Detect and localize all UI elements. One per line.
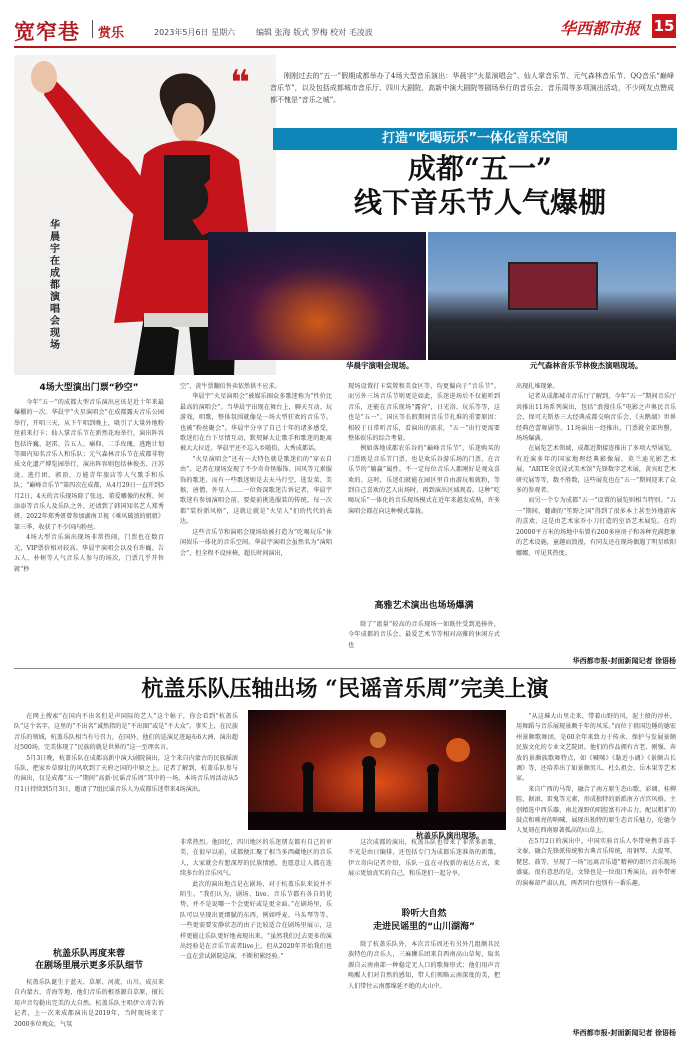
- b2-text: [180, 838, 332, 1040]
- concert-photo-2: [428, 232, 676, 360]
- b1-para: 在网上搜索“在国内不出名但是声国际的艺人”这个帖子，你会看到“杭盖乐队”这个名字。这里的“不出名”诚然指的是“不出圈”或是“不大众”。事实上，在民族音乐的领域，杭盖乐队相当有号召力，在国外，他们的巡演足迹遍布6大洲，演出超过500场，完美体现了“民族的就是世界的”这一至理名言。: [14, 713, 238, 752]
- b3-text-2: [348, 940, 500, 1040]
- b4-byline: 华西都市报-封面新闻记者 徐语杨: [572, 1029, 676, 1037]
- page-number: 15: [652, 14, 676, 38]
- col4-para: 出现扎堆现象。: [516, 383, 559, 390]
- col4-para: 在展览艺术领域，成都近期接连推出了多项大型展览，有近演多年的国家地理经典影像展、莫兰迪光影艺术展、“ARTE全沉浸式美术馆”先锋数字艺术展，黄宾虹艺术研究展等等，数不胜数，这些展览也在“五一”期间迎来了众多的参观者。: [516, 445, 676, 495]
- col4-para: 而另一个专为成都“五一”设置的展览则相当特别。“五一”期间，麓湖的“笙野之国”得到了很多本土甚至外地游客的喜欢，这是由艺术家乔小刀打造的室语艺术展览。在约20000平方米的场地中布置有260多座房子和各种充满想象的艺术设施，童趣而浪漫，有同友还在现场偶遇了明星欧阳娜娜，可见其热度。: [516, 497, 676, 557]
- singer-photo-label: 华晨宇在成都演唱会现场: [50, 220, 60, 351]
- b1-para: 杭盖乐队诞生于蓝天、草原、河流、山川，成员来自内蒙古、青海等地，他们音乐的根基源自草原，擅长用声音勾勒出完美的大自然。杭盖乐队主唱伊立奇告诉记者，上一次来成都演出是2019年，当时现场来了2000多位观众，气氛: [14, 979, 164, 1028]
- quote-icon: ❝: [230, 63, 250, 103]
- col3-para: 例如落地成都农乐谷的“巅峰音乐节”，乐迷购买的门票既是音乐节门票，也是欢乐谷游乐场的门票，在音乐节的“躺赢”属性，不一定每位音乐人都刚好是观众喜欢的。这时，乐迷们就能在园区里自由游玩和就粉，等到自己喜欢的艺人出场时，再到演出区域观看。这种“吃喝玩乐”一体化的音乐现场模式在近年来越发成熟，许多演唱会都在向这种模式靠拢。: [348, 445, 500, 515]
- col3-text-2: [348, 620, 500, 665]
- b1-para: 5月3日晚，杭盖乐队在成都高新中演大剧院演出，这个来自内蒙古的民族摇滚乐队，把家乡草原壮的风吹到了天府之国的中原之上。记者了解到，杭盖乐队参与的演出，仅是成都“五一”期间“高新·民谣音乐周”其中的一场，本场音乐周活动从5月1日持续到5月3日，邀请了7组民谣音乐人为成都乐迷带来4场演出。: [14, 754, 238, 793]
- col3-para: 现场设置打卡装置和美食区等，均更偏向于“音乐节”。而另外三场音乐节则更是如此，乐迷进场后不仅能听到音乐，还能在音乐现场“露营”，日光浴、玩乐等等，这也是“五一”，国庆等长假期间音乐节扎堆的重要原因：相较于日常听音乐，看演出的需求，“五一”出行更需要整体娱乐的综合考量。: [348, 383, 500, 443]
- col3-para: 除了“流量”较高的音乐现场一如既往受到追捧外，今年成都的音乐会、最爱艺术节等相对高雅的休闲方式也: [348, 621, 500, 649]
- headline-line-2: 线下音乐节人气爆棚: [353, 186, 606, 219]
- band-photo-caption: 杭盖乐队演出现场。: [416, 831, 484, 840]
- stage-lights: [208, 232, 426, 292]
- stage-screen: [508, 262, 598, 310]
- editor-credits: 编辑 张海 版式 罗梅 校对 毛凌波: [256, 28, 373, 37]
- band-photo: [248, 710, 506, 830]
- col2-para: 华晨宇“火星演唱会”被媒乐圈众多歌迷称为“性价比最高的演唱会”。当华晨宇出现在舞台上，聊天互动、玩游戏，唱歌，整体氛围就像是一场大型狂欢的音乐节。也被“粉丝聚会”。华晨宇分享了自己十年的诸多感受，歌迷们在台下尽情互动，默契鲜大让歌手和歌迷的距离被大大拉近。华晨宇还不忘入乡随俗，大秀成都话。: [180, 393, 332, 453]
- b1-text-2: [14, 978, 164, 1040]
- section-divider-rule: [14, 668, 676, 669]
- section-subtitle: 赏乐: [98, 26, 125, 41]
- b3-subheading-text: 聆听大自然 走进民谣里的“山川湖海”: [373, 909, 475, 932]
- photo-caption-2: 元气森林音乐节林俊杰演唱现场。: [530, 361, 643, 370]
- col3-text: [348, 382, 500, 576]
- col4-byline: 华西都市报-封面新闻记者 徐语杨: [572, 657, 676, 665]
- b4-text: [516, 712, 676, 1024]
- issue-date: 2023年5月6日 星期六: [154, 28, 236, 37]
- newspaper-logo: 华西都市报: [560, 19, 641, 38]
- b4-para: 来自广西的马帮，融合了南方原生态山歌、彩调、桂柳腔、据滚、雷鬼等元素，形成独特的新派南方古宫风格。主创精选中西乐器，南北视野的唱腔富有冲击力，配以粗犷的鼓点和唢亮的呐喊，展现出独特的原生态音乐魅力，伦德令人复刻在西南原著孤高的山草上。: [516, 785, 676, 835]
- concert-photo-1: [208, 232, 426, 360]
- col1-subheading: 4场大型演出门票“秒空”: [39, 383, 139, 393]
- col4-text: [516, 382, 676, 652]
- section-title: 宽窄巷: [14, 20, 80, 44]
- col2-text: [180, 382, 332, 665]
- b4-para: “从这璀大山里走来，带着山野的风，泥土般的淳朴，用舞蹈与音乐展现景颇千年的风采。”而位于祖国边陲的德宏州景颇歌舞团，是60余年来致力于传承、保护与发展景颇民族文化的专业文艺院团。他们的作品拥有古老、刚强、奔放的景颇族歌舞特点，如《喊嗦》《勒近小调》《景颇吉长调》等，还培养出了如景颇男儿、杜么祖会、岳木果等艺术家。: [516, 713, 676, 783]
- b1-subheading-text: 杭盖乐队再度来蓉 在剧场里展示更多乐队细节: [34, 949, 143, 971]
- headline-line-1: 成都“五一”: [407, 152, 553, 185]
- masthead-rule: [14, 46, 676, 48]
- col2-para: 这些音乐节和演唱会现场给被打造为“吃喝玩乐”休闲娱乐一体化的音乐空间。华晨宇演唱会虽然名为“演唱会”，但全程不设座椅，超长时间演出，: [180, 528, 332, 557]
- col2-para: “火星演唱会”还有一大特色就是歌迷们的“穿衣自由”。记者在现场发现了不少奇奇怪服饰、国风等元素服饰的歌迷，而有一些歌迷则是去天马行空，选发菜、美猴、唐僧、外星人……一位资深歌迷告诉记者，华晨宇歌迷有参加演唱会前，要提前挑选服装的传统，每一次都“装扮新风格”，这就让就是“火星人”们的代代的表达。: [180, 455, 332, 526]
- col4-para: 记者从成都城市音乐厅了解到，今年“五一”期间音乐厅共推出11场系列演出，包括“浪漫佳乐”电影之声奥民音乐会、保可夫斯基三大经典成都交响音乐会、《天鹅湖》世界经典芭蕾舞剧等。11场演出一经推出，门票就全部售罄，场场爆满。: [516, 393, 676, 443]
- b2-para: 非常热烈。他回忆，四川地区的乐迷朋友都有自己的审美，在很早以前，成都便汇聚了相当多西藏地区的音乐人，大家就会有想深厚的民族情感，也愿意让人都在连续多台的音乐风气。: [180, 839, 332, 878]
- col1-para: 今年“五一”的成都大型音乐演出应该是近十年来最爆棚的一次。华晨宇“火星演唱会”在成都露天音乐公园举行，开唱三天，从下午唱到晚上，吸引了大量外地粉丝前来打卡；仙人掌音乐节在新然花海举行，演出阵容包括许巍、赵雷、告五人、痛仰、二手玫瑰、逃跑计划等圈内知名音乐人和乐队；元气森林音乐节在成都非物质文化遗产博览园举行，演出阵容则包括林俊杰、汪苏泷、逃行团、郭顶、万能青年旅店等人气歌手和乐队；“巅峰音乐节”第四次在成都，从4月29日一直开到5月2日，4天的音乐现场除了张远、董爱雕像的权利、何添添等音乐人及乐队之外，还请到了韩国知名艺人郑秀妍。2022年郑秀妍曾参加湖南卫视《乘风破浪的姐姐》第三季，收获了不少国内粉丝。: [14, 399, 164, 531]
- b3-para: 除了杭盖乐队外，本次音乐周还有另外几组颇具民族特色的音乐人，三麻狮乐团来自西南高山草甸，取名源自云南南部一种稳定无人口的歌舞形式；他们用声音唤醒人们对自然的感知，带人们领略云南深度的美，把人们带往云南那绵延不绝的大山中。: [348, 941, 500, 990]
- col3-subheading: 高雅艺术演出也场场爆满: [374, 601, 474, 611]
- col1-para: 4场大型音乐演出现场非常热闹，门票也在数百元、VIP票价相对较高。华晨宇演唱会以及有许巍、告五人、朴树等人气音乐人参与的场次，门票几乎开售就“秒: [14, 534, 164, 573]
- section-divider: [92, 20, 93, 38]
- banner-text: 打造“吃喝玩乐”一体化音乐空间: [381, 131, 569, 146]
- band-illustration: [248, 710, 506, 830]
- col2-para: 空”，黄牛票翻倍售卖依然供不应求。: [180, 383, 281, 390]
- b2-para: 此次的演出地点是在剧场，对于杭盖乐队来说并不陌生。“我们认为，剧场、live、音乐节都有各自的优势，并不是说哪一个会更好或是更全面。”在剧场里，乐队可以呈现出更细腻的东西，例如呼麦、马头琴等等。一些更需要安静状态的由子比较适合在剧场里展示，这样更能让乐队更好地表现出来。“虽然我们过去更多的演出经验是在音乐节或者live上，但从2020年开始我们也一直在尝试剧院巡演，不断积累经验。”: [180, 880, 332, 961]
- photo-caption-1: 华晨宇演唱会现场。: [346, 361, 414, 370]
- headline-hanggai: 杭盖乐队压轴出场 “民谣音乐周”完美上演: [141, 676, 549, 702]
- intro-text: 刚刚过去的“五一”假期成都举办了4场大型音乐演出：华晨宇“火星演唱会”、仙人掌音乐节、元气森林音乐节、QQ音乐“巅峰音乐节”，以及包括成都城市音乐厅、四川大剧院、高新中演大剧院等剧场举行的音乐会、音乐周等多项演出活动，不少网友点赞成都不愧是“音乐之城”。: [270, 72, 674, 104]
- col1-text: [14, 398, 164, 668]
- b4-para: 在5月2日的演出中，中国实验音乐人李带寒携手鼓手文秦，融合先锋派传统和古典音乐传统，用钢琴、大提琴、琵琶、鼓等，呈现了一场“远离音乐道”精神的即兴音乐现场盛宴。很有意思的是，文锋也是一位很口秀演员，而李带寒的演奏却严肃认真，两者同台也别有一番乐趣。: [516, 837, 676, 887]
- b1-subheading: [14, 948, 164, 972]
- b3-para: 这次成都的演出，杭盖乐队也带来了非常多新歌，不光是由日编排，还包括专门为成都乐迷准备的新歌。伊立奇向记者介绍，乐队一直在寻找新的表达方式，来展示更加真实的自己，和乐迷们一起分享。: [348, 839, 500, 878]
- b3-text: [348, 838, 500, 900]
- b3-subheading: [348, 908, 500, 934]
